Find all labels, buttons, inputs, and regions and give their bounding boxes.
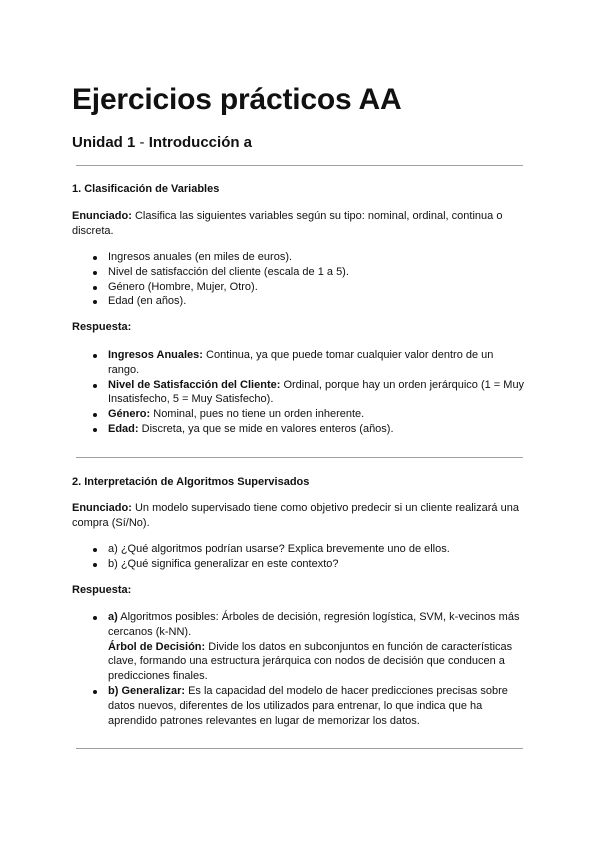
list-item: Nivel de satisfacción del cliente (escala de 1 a 5).: [108, 265, 526, 280]
list-item: [108, 422, 526, 437]
list-item: Género (Hombre, Mujer, Otro).: [108, 280, 526, 295]
section-heading: 2. Interpretación de Algoritmos Supervisados: [72, 476, 310, 488]
list-item: [108, 378, 526, 408]
unit-name: Introducción a: [148, 134, 253, 151]
answer-label: [72, 583, 526, 598]
answer-term: a): [108, 611, 118, 623]
question-list: [72, 542, 526, 572]
list-item: Edad (en años).: [108, 294, 526, 309]
list-item: [108, 348, 526, 378]
answer-subtext: Divide los datos en subconjuntos en función de características clave, formando una estructura jerárquica con nodos de decisión que conducen a predicciones finales.: [108, 640, 513, 683]
answer-text: Continua, ya que puede tomar cualquier valor dentro de un rango.: [108, 349, 494, 376]
question-list: [72, 250, 526, 309]
answer-term: b) Generalizar:: [108, 684, 186, 697]
answer-label-text: Respuesta:: [72, 321, 132, 333]
answer-subterm: Árbol de Decisión:: [108, 640, 206, 653]
unit-number: Unidad 1: [72, 134, 136, 151]
answer-text: Algoritmos posibles: Árboles de decisión, regresión logística, SVM, k-vecinos más cercanos (k-NN).: [108, 611, 520, 638]
answer-term: Nivel de Satisfacción del Cliente:: [108, 378, 281, 391]
statement-text: Clasifica las siguientes variables según su tipo: nominal, ordinal, continua o discreta.: [72, 210, 503, 237]
answer-text: Es la capacidad del modelo de hacer predicciones precisas sobre datos nuevos, diferentes de los utilizados para entrenar, lo que indica que ha aprendido patrones relevantes en lugar de memorizar los datos.: [108, 684, 508, 727]
statement: [72, 501, 526, 531]
answer-label: [72, 320, 526, 335]
list-item: b) ¿Qué significa generalizar en este contexto?: [108, 557, 526, 572]
statement-label: Enunciado:: [72, 210, 132, 222]
answer-term: Género:: [108, 408, 151, 421]
statement-text: Un modelo supervisado tiene como objetivo predecir si un cliente realizará una compra (Sí/No).: [72, 502, 519, 529]
divider: [76, 748, 523, 749]
list-item: a) ¿Qué algoritmos podrían usarse? Explica brevemente uno de ellos.: [108, 542, 526, 557]
answer-list: [72, 610, 526, 728]
answer-label-text: Respuesta:: [72, 584, 132, 596]
list-item: [108, 407, 526, 422]
list-item: Ingresos anuales (en miles de euros).: [108, 250, 526, 265]
statement-label: Enunciado:: [72, 502, 132, 514]
divider: [76, 165, 523, 166]
divider: [76, 457, 523, 458]
subtitle-dash: -: [135, 134, 149, 151]
unit-subtitle: [72, 134, 526, 152]
answer-list: [72, 348, 526, 437]
answer-term: Ingresos Anuales:: [108, 349, 203, 361]
answer-term: Edad:: [108, 422, 139, 435]
list-item: [108, 684, 526, 728]
document-title: Ejercicios prácticos AA: [72, 83, 402, 116]
answer-text: Ordinal, porque hay un orden jerárquico (1 = Muy Insatisfecho, 5 = Muy Satisfecho).: [108, 378, 525, 406]
answer-text: Discreta, ya que se mide en valores enteros (años).: [138, 422, 394, 435]
statement: [72, 209, 526, 239]
list-item: [108, 610, 526, 684]
answer-text: Nominal, pues no tiene un orden inherente.: [150, 408, 365, 421]
section-heading: 1. Clasificación de Variables: [72, 183, 220, 195]
